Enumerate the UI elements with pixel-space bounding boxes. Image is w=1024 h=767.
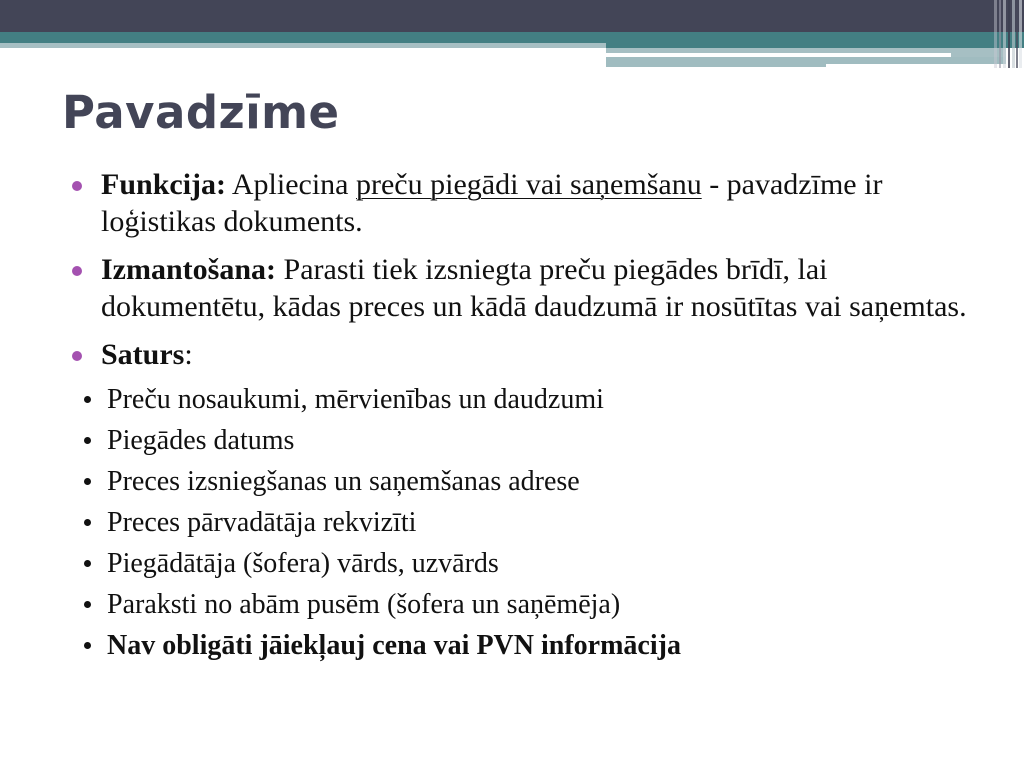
bullet-text: Parasti tiek izsniegta preču piegādes brīdī, lai dokumentētu, kādas preces un kādā daudzumā ir nosūtītas vai saņemtas. (101, 253, 967, 323)
sub-item-text: Piegādātāja (šofera) vārds, uzvārds (107, 548, 499, 579)
bullet-text: - pavadzīme ir loģistikas dokuments. (101, 168, 883, 238)
header-band-dark (0, 0, 1024, 32)
bullet-label: Izmantošana: (101, 253, 277, 286)
bullet-label: Saturs (101, 338, 185, 371)
sub-item-text: Piegādes datums (107, 425, 295, 456)
bullet-label: Funkcija: (101, 168, 227, 201)
sub-item (81, 543, 992, 584)
bullet-dot-icon (72, 266, 82, 276)
sub-item (81, 584, 992, 625)
header-white-segment (826, 64, 1006, 68)
sub-item (81, 379, 992, 420)
bullet-dot-icon (72, 351, 82, 361)
sub-bullet-dot-icon (84, 601, 91, 608)
bullet-list (72, 166, 992, 666)
sub-item (81, 420, 992, 461)
sub-item-text: Nav obligāti jāiekļauj cena vai PVN informācija (107, 630, 681, 661)
slide-title: Pavadzīme (62, 86, 340, 139)
sub-item-emphasis (81, 625, 992, 666)
sub-bullet-dot-icon (84, 396, 91, 403)
header-band-teal (0, 32, 1024, 43)
bullet-funkcija (72, 166, 992, 240)
bullet-dot-icon (72, 181, 82, 191)
header-strip-light (0, 43, 606, 48)
underlined-text: preču piegādi vai saņemšanu (355, 168, 702, 201)
bullet-saturs (72, 336, 992, 666)
sub-item-text: Paraksti no abām pusēm (šofera un saņēmēja) (107, 589, 621, 620)
sub-bullet-dot-icon (84, 642, 91, 649)
sub-bullet-dot-icon (84, 519, 91, 526)
bullet-izmantosana (72, 251, 992, 325)
sub-item-text: Preces pārvadātāja rekvizīti (107, 507, 417, 538)
header-vertical-stripes (994, 0, 1024, 68)
sub-item-text: Preces izsniegšanas un saņemšanas adrese (107, 466, 580, 497)
sub-bullet-dot-icon (84, 560, 91, 567)
sub-bullet-dot-icon (84, 437, 91, 444)
sub-bullet-dot-icon (84, 478, 91, 485)
sub-item-text: Preču nosaukumi, mērvienības un daudzumi (107, 384, 604, 415)
sub-item (81, 461, 992, 502)
bullet-text: Apliecina (226, 168, 356, 201)
header-white-line (606, 53, 951, 56)
bullet-suffix: : (184, 338, 193, 371)
saturs-sublist (72, 379, 992, 666)
sub-item (81, 502, 992, 543)
